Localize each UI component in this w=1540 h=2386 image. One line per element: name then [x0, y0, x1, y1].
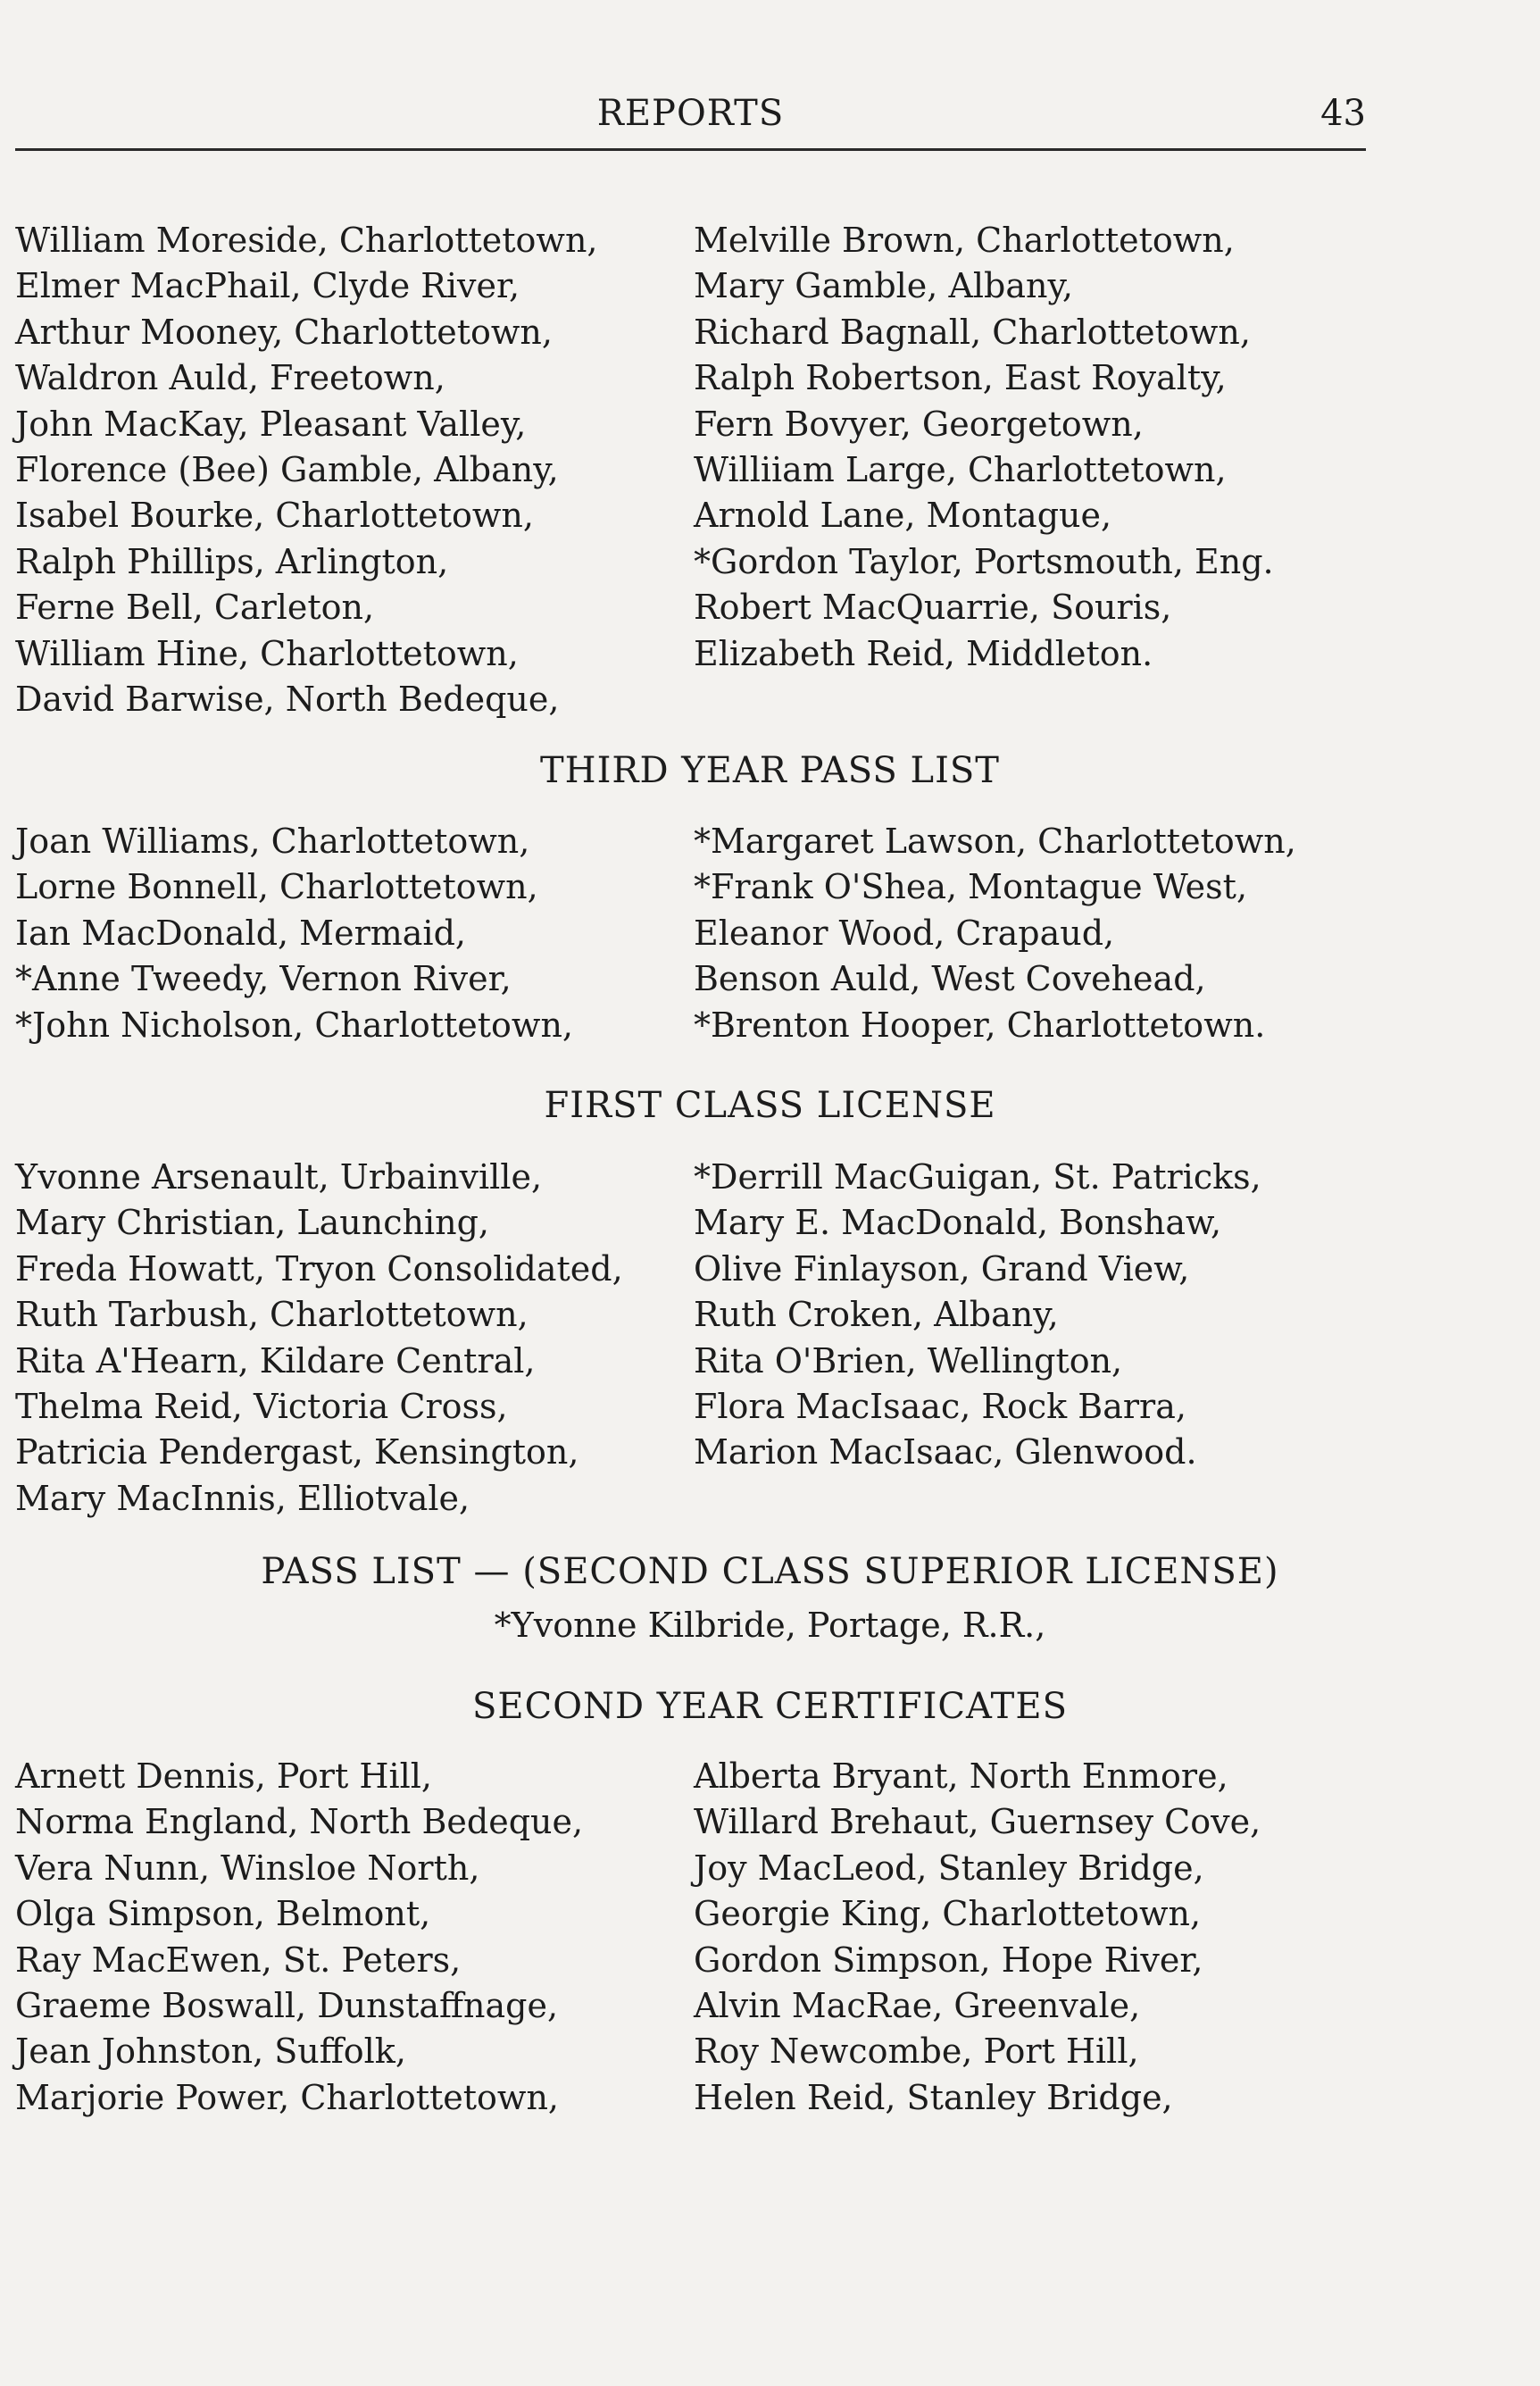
name-entry: Arthur Mooney, Charlottetown, — [15, 312, 553, 352]
name-entry: *Derrill MacGuigan, St. Patricks, — [694, 1157, 1261, 1197]
name-entry: Elmer MacPhail, Clyde River, — [15, 266, 520, 306]
name-entry: *Frank O'Shea, Montague West, — [694, 867, 1248, 907]
name-entry: Elizabeth Reid, Middleton. — [694, 633, 1153, 673]
name-entry: Flora MacIsaac, Rock Barra, — [694, 1386, 1186, 1426]
name-entry: Arnold Lane, Montague, — [694, 496, 1112, 536]
name-entry: Melville Brown, Charlottetown, — [694, 221, 1235, 260]
third-year-list — [15, 819, 1354, 1048]
name-entry: Mary Christian, Launching, — [15, 1203, 489, 1243]
name-entry: *John Nicholson, Charlottetown, — [15, 1005, 573, 1045]
name-entry: Marion MacIsaac, Glenwood. — [694, 1432, 1197, 1472]
name-entry: Mary MacInnis, Elliotvale, — [15, 1478, 470, 1518]
name-entry: Benson Auld, West Covehead, — [694, 959, 1206, 999]
first-class-list — [15, 1155, 1354, 1522]
name-entry: Willard Brehaut, Guernsey Cove, — [694, 1802, 1261, 1842]
name-entry: Arnett Dennis, Port Hill, — [15, 1756, 433, 1796]
name-entry: Fern Bovyer, Georgetown, — [694, 404, 1144, 444]
name-entry: Joy MacLeod, Stanley Bridge, — [694, 1848, 1204, 1888]
name-entry: Marjorie Power, Charlottetown, — [15, 2077, 560, 2117]
name-entry: Ian MacDonald, Mermaid, — [15, 913, 466, 953]
name-entry: Ruth Croken, Albany, — [694, 1295, 1059, 1335]
name-entry: Alberta Bryant, North Enmore, — [694, 1756, 1228, 1796]
second-year-heading: SECOND YEAR CERTIFICATES — [472, 1686, 1068, 1727]
name-entry: Rita O'Brien, Wellington, — [694, 1340, 1123, 1381]
running-title: REPORTS — [596, 93, 785, 134]
name-entry: Helen Reid, Stanley Bridge, — [694, 2077, 1173, 2117]
name-entry: Williiam Large, Charlottetown, — [694, 449, 1227, 489]
name-entry: *Gordon Taylor, Portsmouth, Eng. — [694, 541, 1274, 581]
name-entry: Olga Simpson, Belmont, — [15, 1894, 431, 1934]
name-entry: Mary Gamble, Albany, — [694, 266, 1073, 306]
name-entry: Ruth Tarbush, Charlottetown, — [15, 1295, 529, 1335]
name-entry: Thelma Reid, Victoria Cross, — [15, 1386, 508, 1426]
third-year-heading: THIRD YEAR PASS LIST — [540, 750, 1000, 791]
name-entry: Yvonne Arsenault, Urbainville, — [15, 1157, 543, 1197]
name-entry: Florence (Bee) Gamble, Albany, — [15, 449, 559, 489]
name-entry: Richard Bagnall, Charlottetown, — [694, 312, 1251, 352]
name-entry: Roy Newcombe, Port Hill, — [694, 2031, 1139, 2072]
top-name-list — [15, 218, 1354, 722]
first-class-right-column — [694, 1155, 1354, 1522]
running-header — [15, 86, 1366, 151]
third-year-right-column — [694, 819, 1354, 1048]
second-year-list — [15, 1754, 1354, 2121]
name-entry: Gordon Simpson, Hope River, — [694, 1940, 1203, 1980]
first-class-heading: FIRST CLASS LICENSE — [544, 1085, 996, 1126]
name-entry: Waldron Auld, Freetown, — [15, 358, 445, 398]
name-entry: Ray MacEwen, St. Peters, — [15, 1940, 462, 1980]
name-entry: Lorne Bonnell, Charlottetown, — [15, 867, 538, 907]
name-entry: David Barwise, North Bedeque, — [15, 679, 560, 719]
page-number: 43 — [1320, 93, 1366, 134]
name-entry: Vera Nunn, Winsloe North, — [15, 1848, 480, 1888]
third-year-left-column — [15, 819, 694, 1048]
name-entry: Ferne Bell, Carleton, — [15, 588, 375, 628]
name-entry: Robert MacQuarrie, Souris, — [694, 588, 1172, 628]
name-entry: Joan Williams, Charlottetown, — [15, 822, 530, 861]
name-entry: Isabel Bourke, Charlottetown, — [15, 496, 534, 536]
name-entry: *Margaret Lawson, Charlottetown, — [694, 822, 1296, 861]
name-entry: Norma England, North Bedeque, — [15, 1802, 584, 1842]
name-entry: William Hine, Charlottetown, — [15, 633, 519, 673]
name-entry: *Anne Tweedy, Vernon River, — [15, 959, 512, 999]
name-entry: Graeme Boswall, Dunstaffnage, — [15, 1985, 559, 2025]
second-class-superior-heading: PASS LIST — (SECOND CLASS SUPERIOR LICENSE) — [261, 1551, 1279, 1592]
name-entry: Freda Howatt, Tryon Consolidated, — [15, 1248, 623, 1289]
first-class-left-column — [15, 1155, 694, 1522]
name-entry: Eleanor Wood, Crapaud, — [694, 913, 1115, 953]
name-entry: Patricia Pendergast, Kensington, — [15, 1432, 579, 1472]
top-list-left-column — [15, 218, 694, 722]
name-entry: John MacKay, Pleasant Valley, — [15, 404, 527, 444]
second-year-left-column — [15, 1754, 694, 2121]
second-year-right-column — [694, 1754, 1354, 2121]
name-entry: Alvin MacRae, Greenvale, — [694, 1985, 1141, 2025]
name-entry: Ralph Robertson, East Royalty, — [694, 358, 1227, 398]
name-entry: *Brenton Hooper, Charlottetown. — [694, 1005, 1266, 1045]
top-list-right-column — [694, 218, 1354, 722]
name-entry: Georgie King, Charlottetown, — [694, 1894, 1202, 1934]
name-entry: Mary E. MacDonald, Bonshaw, — [694, 1203, 1222, 1243]
name-entry: William Moreside, Charlottetown, — [15, 221, 598, 260]
name-entry: Olive Finlayson, Grand View, — [694, 1248, 1190, 1289]
name-entry: Jean Johnston, Suffolk, — [15, 2031, 406, 2072]
name-entry: Rita A'Hearn, Kildare Central, — [15, 1340, 536, 1381]
second-class-superior-entry: *Yvonne Kilbride, Portage, R.R., — [494, 1606, 1046, 1645]
name-entry: Ralph Phillips, Arlington, — [15, 541, 449, 581]
